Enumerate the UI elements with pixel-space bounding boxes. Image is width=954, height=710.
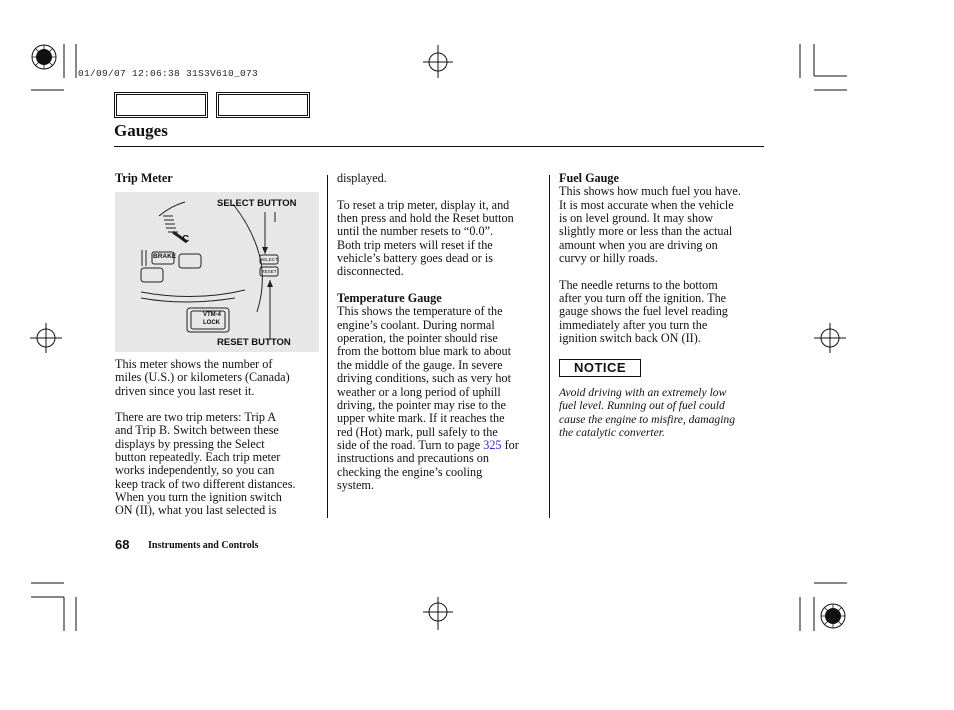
text-line: immediately after you turn the [559, 317, 708, 332]
text-line: button repeatedly. Each trip meter [115, 450, 281, 465]
text-line: red (Hot) mark, pull safely to the [337, 424, 498, 439]
text-line: after you turn off the ignition. The [559, 291, 727, 306]
notice-label: NOTICE [573, 360, 627, 375]
text-line: There are two trip meters: Trip A [115, 410, 277, 424]
select-button-label: SELECT BUTTON [217, 198, 297, 209]
text-line: The needle returns to the bottom [559, 277, 718, 292]
select-button[interactable]: SELECT [260, 257, 278, 262]
notice-badge [559, 359, 641, 377]
text-fragment: for [501, 437, 519, 452]
text-line: is on level ground. It may show [559, 211, 714, 226]
text-line: driven since you last reset it. [115, 383, 255, 398]
text-fragment: side of the road. Turn to page [337, 437, 484, 452]
trip-meter-para-2 [115, 411, 296, 518]
trip-meter-para-1 [115, 358, 290, 398]
text-line: fuel level. Running out of fuel could [559, 399, 725, 413]
middle-column [337, 172, 519, 492]
temperature-gauge-heading: Temperature Gauge [337, 291, 442, 306]
text-line: disconnected. [337, 264, 404, 279]
text-line: system. [337, 477, 374, 492]
text-line: It is most accurate when the vehicle [559, 197, 734, 212]
page-number: 68 [115, 537, 130, 552]
text-line: Both trip meters will reset if the [337, 237, 493, 252]
text-line: instructions and precautions on [337, 451, 489, 466]
trip-meter-heading: Trip Meter [115, 171, 173, 185]
instrument-panel-illustration [115, 192, 319, 352]
text-line: until the number resets to “0.0”. [337, 224, 494, 239]
text-line: from the bottom blue mark to about [337, 344, 511, 359]
text-line: the catalytic converter. [559, 426, 665, 440]
text-line: engine’s coolant. During normal [337, 317, 495, 332]
fuel-column [559, 172, 741, 345]
text-line: gauge shows the fuel level reading [559, 304, 728, 319]
footer-section: Instruments and Controls [148, 540, 259, 551]
text-line: ON (II), what you last selected is [115, 503, 277, 518]
header-rule [114, 146, 764, 147]
text-line: keep track of two different distances. [115, 476, 296, 491]
text-line: checking the engine’s cooling [337, 464, 483, 479]
text-line-with-link [337, 439, 519, 452]
column-divider-1 [327, 175, 328, 518]
text-line: operation, the pointer should rise [337, 331, 498, 346]
text-line: driving conditions, such as very hot [337, 371, 511, 386]
vtm-lock-indicator-line2: LOCK [203, 320, 220, 326]
page-reference-link[interactable]: 325 [483, 437, 502, 452]
reset-button[interactable]: RESET [261, 269, 277, 274]
print-info: 01/09/07 12:06:38 31S3V610_073 [78, 68, 259, 79]
cold-mark: C [182, 234, 190, 245]
text-line: amount when you are driving on [559, 237, 718, 252]
text-line: slightly more or less than the actual [559, 224, 733, 239]
text-line: then press and hold the Reset button [337, 211, 514, 226]
fuel-gauge-heading: Fuel Gauge [559, 171, 619, 185]
reset-button-label: RESET BUTTON [217, 337, 291, 348]
notice-text [559, 386, 735, 439]
text-line: weather or a long period of uphill [337, 384, 501, 399]
brake-indicator: BRAKE [153, 253, 177, 260]
text-line: displayed. [337, 171, 387, 185]
column-divider-2 [549, 175, 550, 518]
text-line: the middle of the gauge. In severe [337, 357, 503, 372]
trip-meter-figure [115, 192, 319, 352]
text-line: driving, the pointer may rise to the [337, 397, 506, 412]
vtm-lock-indicator-line1: VTM-4 [203, 312, 221, 318]
text-line: upper white mark. If it reaches the [337, 411, 505, 426]
page-title: Gauges [114, 121, 168, 140]
text-line: This shows the temperature of the [337, 304, 503, 319]
text-line: This meter shows the number of [115, 357, 273, 371]
text-line: displays by pressing the Select [115, 436, 265, 451]
header-tab-box-1 [114, 92, 208, 118]
text-line: curvy or hilly roads. [559, 251, 658, 266]
text-line: and Trip B. Switch between these [115, 423, 279, 438]
text-line: Avoid driving with an extremely low [559, 386, 727, 399]
text-line: miles (U.S.) or kilometers (Canada) [115, 370, 290, 385]
header-tab-box-2 [216, 92, 310, 118]
text-line: cause the engine to misfire, damaging [559, 412, 736, 426]
text-line: This shows how much fuel you have. [559, 184, 741, 199]
text-line: works independently, so you can [115, 463, 275, 478]
text-line: ignition switch back ON (II). [559, 331, 701, 346]
text-line: vehicle’s battery goes dead or is [337, 251, 494, 266]
text-line: When you turn the ignition switch [115, 490, 282, 505]
text-line: To reset a trip meter, display it, and [337, 197, 510, 212]
